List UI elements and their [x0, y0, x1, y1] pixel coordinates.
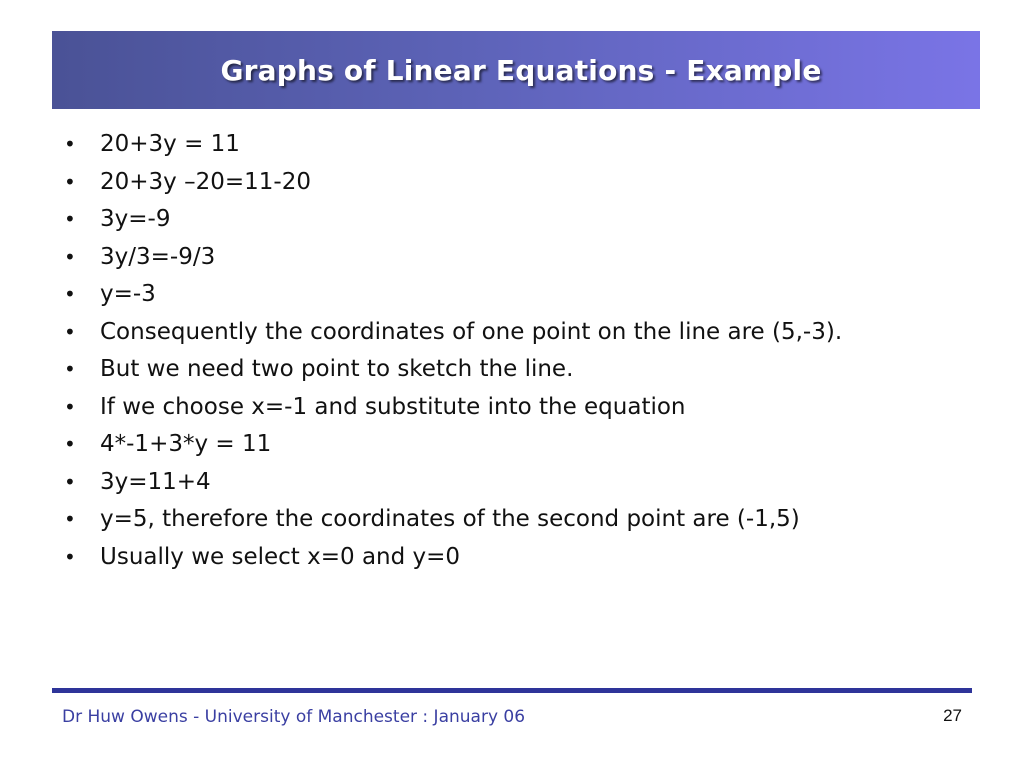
bullet-item: [58, 204, 958, 234]
bullet-text: 3y=-9: [100, 206, 171, 232]
bullet-icon: •: [64, 207, 76, 231]
bullet-text: 4*-1+3*y = 11: [100, 431, 272, 457]
bullet-icon: •: [64, 432, 76, 456]
footer-divider: [52, 688, 972, 693]
bullet-item: [58, 429, 958, 459]
bullet-text: 20+3y = 11: [100, 131, 240, 157]
bullet-text: 3y/3=-9/3: [100, 243, 216, 270]
bullet-list: [58, 129, 958, 579]
page-number: 27: [943, 706, 962, 725]
bullet-text: y=5, therefore the coordinates of the second point are (-1,5): [100, 506, 800, 532]
bullet-icon: •: [64, 469, 76, 494]
bullet-text: 3y=11+4: [100, 468, 211, 495]
footer-credit: Dr Huw Owens - University of Manchester : January 06: [62, 707, 526, 727]
bullet-icon: •: [64, 169, 76, 194]
bullet-text: Usually we select x=0 and y=0: [100, 543, 461, 570]
bullet-item: [58, 467, 958, 497]
bullet-text: Consequently the coordinates of one point on the line are (5,-3).: [100, 318, 843, 345]
bullet-item: [58, 504, 958, 534]
bullet-icon: •: [64, 357, 76, 381]
bullet-item: [58, 392, 958, 422]
bullet-text: But we need two point to sketch the line.: [100, 356, 574, 382]
bullet-item: [58, 542, 958, 572]
bullet-item: [58, 317, 958, 347]
bullet-text: If we choose x=-1 and substitute into the equation: [100, 393, 686, 420]
bullet-item: [58, 279, 958, 309]
bullet-text: 20+3y –20=11-20: [100, 168, 311, 195]
bullet-icon: •: [64, 319, 76, 344]
bullet-item: [58, 129, 958, 159]
bullet-icon: •: [64, 132, 76, 156]
bullet-item: [58, 242, 958, 272]
slide-title-bar: [52, 31, 980, 109]
bullet-item: [58, 354, 958, 384]
bullet-icon: •: [64, 282, 76, 306]
bullet-item: [58, 167, 958, 197]
bullet-icon: •: [64, 507, 76, 531]
slide-title: Graphs of Linear Equations - Example: [220, 53, 822, 87]
bullet-icon: •: [64, 394, 76, 419]
bullet-icon: •: [64, 244, 76, 269]
bullet-text: y=-3: [100, 281, 156, 307]
bullet-icon: •: [64, 544, 76, 569]
